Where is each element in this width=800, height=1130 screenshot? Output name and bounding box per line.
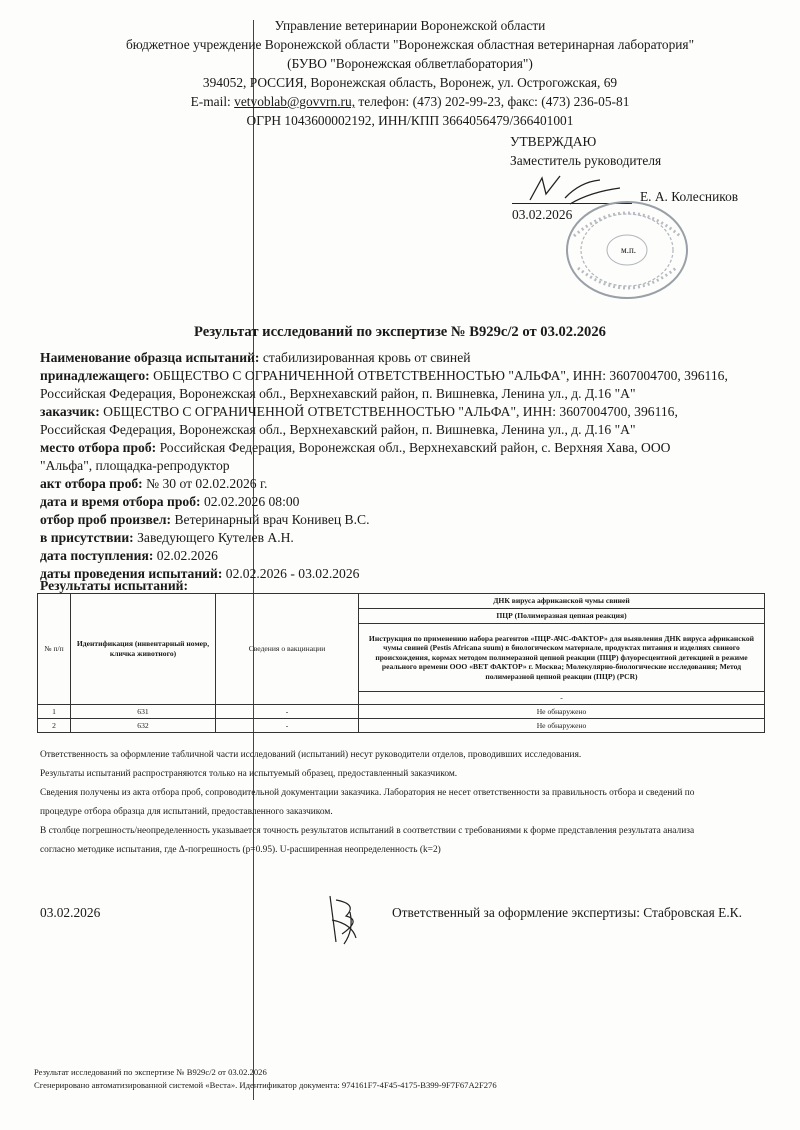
field-place bbox=[40, 440, 770, 456]
row-id: 632 bbox=[71, 719, 216, 733]
header-contacts bbox=[60, 94, 760, 110]
row-num: 2 bbox=[38, 719, 71, 733]
field-sampler bbox=[40, 512, 770, 528]
note-uncertainty-2: согласно методике испытания, где Δ-погрешность (р=0.95). U-расширенная неопределенность (k=2) bbox=[40, 845, 441, 855]
field-sample-label: Наименование образца испытаний: bbox=[40, 350, 260, 365]
field-sample-value: стабилизированная кровь от свиней bbox=[262, 350, 471, 365]
report-title: Результат исследований по экспертизе № В929с/2 от 03.02.2026 bbox=[194, 324, 606, 340]
header-institution: бюджетное учреждение Воронежской области "Воронежская областная ветеринарная лаборатория" bbox=[125, 37, 695, 52]
col-header-unit: - bbox=[359, 692, 765, 705]
field-act-value: № 30 от 02.02.2026 г. bbox=[146, 476, 268, 491]
header-address: 394052, РОССИЯ, Воронежская область, Воронеж, ул. Острогожская, 69 bbox=[202, 75, 618, 90]
header-ogrn: ОГРН 1043600002192, ИНН/КПП 3664056479/366401001 bbox=[246, 113, 574, 128]
email-link[interactable]: vetvoblab@govvrn.ru, bbox=[234, 94, 356, 109]
field-sampler-value: Ветеринарный врач Конивец В.С. bbox=[174, 512, 370, 527]
table-row bbox=[38, 705, 765, 719]
col-header-method-full: Инструкция по применению набора реагентов «ПЦР-АЧС-ФАКТОР» для выявления ДНК вируса африканской чумы свиней (Pestis Africana suum) в биологическом материале, продуктах питания и изделиях свиного происхождения, кормах методом полимеразной цепной реакции (ПЦР) флуоресцентной детекцией в режиме реального времени ООО «ВЕТ ФАКТОР» г. Москва; Молекулярно-биологические исследования; Метод полимеразной цепной реакции (ПЦР) (PCR) bbox=[359, 624, 765, 692]
field-presence-value: Заведующего Кутелев А.Н. bbox=[137, 530, 294, 545]
row-result: Не обнаружено bbox=[359, 705, 765, 719]
field-customer-value-2: Российская Федерация, Воронежская обл., Верхнехавский район, п. Вишневка, Ленина ул., д. Д.16 "А" bbox=[40, 422, 636, 437]
field-owner-label: принадлежащего: bbox=[40, 368, 150, 383]
field-act-label: акт отбора проб: bbox=[40, 476, 143, 491]
email-label: E-mail: bbox=[190, 94, 231, 109]
row-id: 631 bbox=[71, 705, 216, 719]
note-scope: Результаты испытаний распространяются только на испытуемый образец, предоставленный заказчиком. bbox=[40, 769, 458, 779]
field-test-dates-value: 02.02.2026 - 03.02.2026 bbox=[225, 566, 360, 581]
field-sample bbox=[40, 350, 770, 366]
phones: телефон: (473) 202-99-23, факс: (473) 236-05-81 bbox=[358, 94, 630, 109]
field-received-value: 02.02.2026 bbox=[156, 548, 218, 563]
approval-position: Заместитель руководителя bbox=[510, 153, 662, 168]
col-header-num: № п/п bbox=[38, 594, 71, 705]
table-row bbox=[38, 719, 765, 733]
approval-name: Е. А. Колесников bbox=[640, 189, 739, 204]
col-header-group: ДНК вируса африканской чумы свиней bbox=[359, 594, 765, 609]
field-presence bbox=[40, 530, 770, 546]
col-header-method-short: ПЦР (Полимеразная цепная реакция) bbox=[359, 609, 765, 624]
field-presence-label: в присутствии: bbox=[40, 530, 134, 545]
bottom-reference: Результат исследований по экспертизе № В929с/2 от 03.02.2026 bbox=[34, 1067, 267, 1077]
header-authority: Управление ветеринарии Воронежской области bbox=[274, 18, 546, 33]
responsible-signature bbox=[322, 890, 366, 950]
footer-date: 03.02.2026 bbox=[40, 905, 101, 920]
field-received-label: дата поступления: bbox=[40, 548, 154, 563]
row-num: 1 bbox=[38, 705, 71, 719]
field-owner-value: ОБЩЕСТВО С ОГРАНИЧЕННОЙ ОТВЕТСТВЕННОСТЬЮ "АЛЬФА", ИНН: 3607004700, 396116, bbox=[153, 368, 728, 383]
results-table bbox=[37, 593, 765, 733]
field-place-value: Российская Федерация, Воронежская обл., Верхнехавский район, с. Верхняя Хава, ООО bbox=[159, 440, 671, 455]
header-short-name: (БУВО "Воронежская облветлаборатория") bbox=[287, 56, 533, 71]
row-result: Не обнаружено bbox=[359, 719, 765, 733]
note-source-1: Сведения получены из акта отбора проб, сопроводительной документации заказчика. Лаборатория не несет ответственности за правильность отбора и сведений по bbox=[40, 788, 695, 798]
field-place-value-2: "Альфа", площадка-репродуктор bbox=[40, 458, 230, 473]
field-customer-value: ОБЩЕСТВО С ОГРАНИЧЕННОЙ ОТВЕТСТВЕННОСТЬЮ "АЛЬФА", ИНН: 3607004700, 396116, bbox=[103, 404, 678, 419]
col-header-id: Идентификация (инвентарный номер, кличка животного) bbox=[71, 594, 216, 705]
stamp-mark: м.п. bbox=[621, 245, 637, 255]
approval-date: 03.02.2026 bbox=[512, 207, 573, 222]
note-source-2: процедуре отбора образца для испытаний, предоставленного заказчиком. bbox=[40, 807, 333, 817]
field-test-dates-label: даты проведения испытаний: bbox=[40, 566, 223, 581]
field-place-label: место отбора проб: bbox=[40, 440, 157, 455]
field-received bbox=[40, 548, 770, 564]
field-customer bbox=[40, 404, 770, 420]
row-vaccination: - bbox=[216, 719, 359, 733]
results-label: Результаты испытаний: bbox=[40, 578, 189, 593]
field-customer-label: заказчик: bbox=[40, 404, 100, 419]
field-act bbox=[40, 476, 770, 492]
note-uncertainty-1: В столбце погрешность/неопределенность указывается точность результатов испытаний в соответствии с требованиями к форме представления результата анализа bbox=[40, 826, 695, 836]
col-header-vaccination: Сведения о вакцинации bbox=[216, 594, 359, 705]
field-sampler-label: отбор проб произвел: bbox=[40, 512, 172, 527]
note-responsibility: Ответственность за оформление табличной части исследований (испытаний) несут руководители отделов, проводивших исследования. bbox=[40, 750, 582, 760]
bottom-generated: Сгенерировано автоматизированной системой «Веста». Идентификатор документа: 974161F7-4F45-4175-B399-9F7F67A2F276 bbox=[34, 1080, 497, 1090]
footer-responsible: Ответственный за оформление экспертизы: Стабровская Е.К. bbox=[392, 905, 742, 920]
field-datetime-label: дата и время отбора проб: bbox=[40, 494, 201, 509]
field-datetime bbox=[40, 494, 770, 510]
field-owner-value-2: Российская Федерация, Воронежская обл., Верхнехавский район, п. Вишневка, Ленина ул., д. Д.16 "А" bbox=[40, 386, 636, 401]
field-datetime-value: 02.02.2026 08:00 bbox=[203, 494, 300, 509]
row-vaccination: - bbox=[216, 705, 359, 719]
approval-title: УТВЕРЖДАЮ bbox=[510, 134, 597, 149]
field-owner bbox=[40, 368, 770, 384]
